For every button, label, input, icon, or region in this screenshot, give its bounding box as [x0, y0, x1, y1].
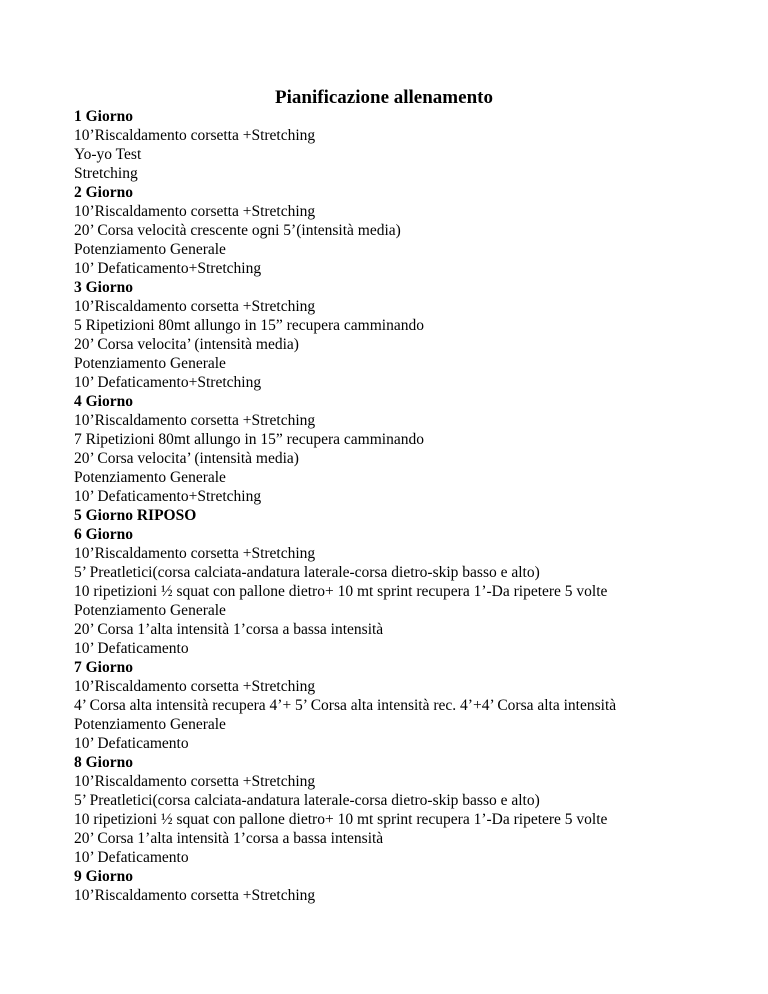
day-section — [74, 867, 734, 905]
day-section — [74, 107, 734, 183]
activity-line: 10 ripetizioni ½ squat con pallone dietro+ 10 mt sprint recupera 1’-Da ripetere 5 volte — [74, 811, 608, 828]
activity-line: 7 Ripetizioni 80mt allungo in 15” recupera camminando — [74, 431, 424, 448]
day-section — [74, 392, 734, 506]
activity-line: 10’ Defaticamento — [74, 735, 189, 752]
activity-line: 10’Riscaldamento corsetta +Stretching — [74, 298, 316, 315]
activity-line: Potenziamento Generale — [74, 602, 226, 619]
activity-line: Yo-yo Test — [74, 146, 142, 163]
activity-line: Potenziamento Generale — [74, 716, 226, 733]
day-heading: 7 Giorno — [74, 659, 133, 676]
activity-line: 10’ Defaticamento+Stretching — [74, 488, 262, 505]
activity-line: Potenziamento Generale — [74, 355, 226, 372]
day-section — [74, 278, 734, 392]
activity-line: 20’ Corsa velocita’ (intensità media) — [74, 450, 299, 467]
activity-line: 20’ Corsa velocità crescente ogni 5’(intensità media) — [74, 222, 401, 239]
day-section — [74, 753, 734, 867]
day-heading: 8 Giorno — [74, 754, 133, 771]
activity-line: 10’Riscaldamento corsetta +Stretching — [74, 203, 316, 220]
day-section — [74, 506, 734, 525]
day-heading: 9 Giorno — [74, 868, 133, 885]
activity-line: 10’Riscaldamento corsetta +Stretching — [74, 545, 316, 562]
activity-line: 10’Riscaldamento corsetta +Stretching — [74, 887, 316, 904]
page-title: Pianificazione allenamento — [275, 87, 493, 108]
activity-line: 5’ Preatletici(corsa calciata-andatura laterale-corsa dietro-skip basso e alto) — [74, 792, 540, 809]
activity-line: Potenziamento Generale — [74, 469, 226, 486]
activity-line: 10 ripetizioni ½ squat con pallone dietro+ 10 mt sprint recupera 1’-Da ripetere 5 volte — [74, 583, 608, 600]
activity-line: 5 Ripetizioni 80mt allungo in 15” recupera camminando — [74, 317, 424, 334]
activity-line: 10’Riscaldamento corsetta +Stretching — [74, 127, 316, 144]
activity-line: 20’ Corsa 1’alta intensità 1’corsa a bassa intensità — [74, 830, 384, 847]
day-section — [74, 525, 734, 658]
activity-line: 10’ Defaticamento — [74, 640, 189, 657]
activity-line: 5’ Preatletici(corsa calciata-andatura laterale-corsa dietro-skip basso e alto) — [74, 564, 540, 581]
day-heading: 4 Giorno — [74, 393, 133, 410]
activity-line: Potenziamento Generale — [74, 241, 226, 258]
day-heading: 1 Giorno — [74, 108, 133, 125]
activity-line: 10’ Defaticamento — [74, 849, 189, 866]
day-heading: 3 Giorno — [74, 279, 133, 296]
activity-line: 10’ Defaticamento+Stretching — [74, 260, 262, 277]
day-heading: 6 Giorno — [74, 526, 133, 543]
activity-line: 10’Riscaldamento corsetta +Stretching — [74, 773, 316, 790]
day-heading: 2 Giorno — [74, 184, 133, 201]
day-section — [74, 658, 734, 753]
training-plan-body — [74, 107, 734, 905]
day-heading: 5 Giorno RIPOSO — [74, 507, 197, 524]
day-section — [74, 183, 734, 278]
activity-line: 10’Riscaldamento corsetta +Stretching — [74, 412, 316, 429]
activity-line: 20’ Corsa 1’alta intensità 1’corsa a bassa intensità — [74, 621, 384, 638]
activity-line: 10’ Defaticamento+Stretching — [74, 374, 262, 391]
activity-line: Stretching — [74, 165, 138, 182]
activity-line: 20’ Corsa velocita’ (intensità media) — [74, 336, 299, 353]
activity-line: 4’ Corsa alta intensità recupera 4’+ 5’ Corsa alta intensità rec. 4’+4’ Corsa alta intensità — [74, 697, 617, 714]
activity-line: 10’Riscaldamento corsetta +Stretching — [74, 678, 316, 695]
